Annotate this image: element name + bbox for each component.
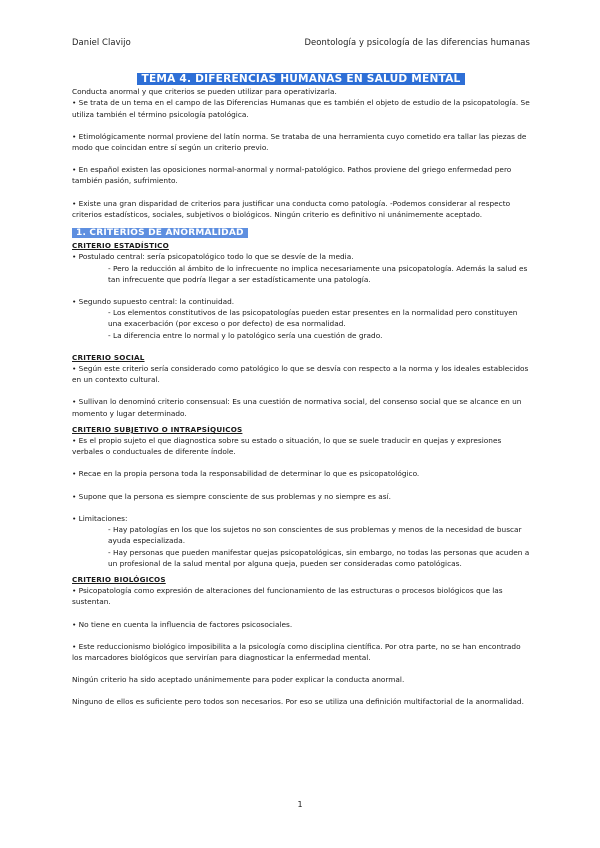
paragraph: - Hay patologías en los que los sujetos no son conscientes de sus problemas y menos de la necesidad de buscar ayuda especializada. — [108, 525, 522, 546]
paragraph: Ningún criterio ha sido aceptado unánimemente para poder explicar la conducta anormal. — [72, 675, 405, 685]
subheading-social: CRITERIO SOCIAL — [72, 352, 145, 362]
paragraph: • Psicopatología como expresión de alteraciones del funcionamiento de las estructuras o procesos biológicos que las sustentan. — [72, 586, 503, 607]
paragraph: • Supone que la persona es siempre consciente de sus problemas y no siempre es así. — [72, 491, 391, 501]
paragraph: • Sullivan lo denominó criterio consensual: Es una cuestión de normativa social, del consenso social que se alcance en un momento y lugar determinado. — [72, 397, 522, 418]
subheading-estadistico: CRITERIO ESTADÍSTICO — [72, 241, 169, 251]
section-heading: 1. CRITERIOS DE ANORMALIDAD — [72, 227, 530, 239]
paragraph: • Postulado central: sería psicopatológico todo lo que se desvíe de la media. — [72, 252, 354, 262]
paragraph: - Pero la reducción al ámbito de lo infrecuente no implica necesariamente una psicopatología. Además la salud es tan infrecuente que podría llegar a ser estadísticamente una patología. — [108, 263, 528, 284]
subheading-biologico: CRITERIO BIOLÓGICOS — [72, 574, 166, 584]
paragraph: • Es el propio sujeto el que diagnostica sobre su estado o situación, lo que se suele traducir en quejas y expresiones verbales o conductuales de diferente índole. — [72, 436, 502, 457]
intro-paragraph: Conducta anormal y que criterios se pueden utilizar para operativizarla. — [72, 87, 337, 97]
subheading-subjetivo: CRITERIO SUBJETIVO O INTRAPSÍQUICOS — [72, 424, 243, 434]
intro-paragraph: • Existe una gran disparidad de criterios para justificar una conducta como patología. -Podemos considerar al respecto criterios estadísticos, sociales, subjetivos o biológicos. Ningún criterio es definitivo ni unánimemente aceptado. — [72, 198, 511, 219]
paragraph: • Segundo supuesto central: la continuidad. — [72, 297, 235, 307]
page-number: 1 — [297, 800, 303, 809]
page-title: TEMA 4. DIFERENCIAS HUMANAS EN SALUD MENTAL — [72, 74, 530, 85]
intro-paragraph: • Etimológicamente normal proviene del latín norma. Se trataba de una herramienta cuyo cometido era tallar las piezas de modo que coincidan entre sí según un criterio previo. — [72, 131, 527, 153]
paragraph: • Limitaciones: — [72, 513, 128, 523]
header-course: Deontología y psicología de las diferencias humanas — [304, 37, 530, 47]
paragraph: - La diferencia entre lo normal y lo patológico sería una cuestión de grado. — [108, 330, 383, 340]
paragraph: • Recae en la propia persona toda la responsabilidad de determinar lo que es psicopatológico. — [72, 469, 420, 479]
paragraph: • Este reduccionismo biológico imposibilita a la psicología como disciplina científica. Por otra parte, no se han encontrado los marcadores biológicos que servirían para diagnosticar la enfermedad mental. — [72, 641, 521, 662]
intro-paragraph: • Se trata de un tema en el campo de las Diferencias Humanas que es también el objeto de estudio de la psicopatología. Se utiliza también el término psicología patológica. — [72, 98, 530, 119]
intro-paragraph: • En español existen las oposiciones normal-anormal y normal-patológico. Pathos proviene del griego enfermedad pero también pasión, sufrimiento. — [72, 165, 512, 186]
paragraph: - Los elementos constitutivos de las psicopatologías pueden estar presentes en la normalidad pero constituyen una exacerbación (por exceso o por defecto) de esa normalidad. — [108, 308, 518, 329]
paragraph: • No tiene en cuenta la influencia de factores psicosociales. — [72, 619, 293, 629]
header-author: Daniel Clavijo — [72, 37, 131, 47]
paragraph: • Según este criterio sería considerado como patológico lo que se desvía con respecto a la norma y los ideales establecidos en un contexto cultural. — [72, 364, 529, 385]
paragraph: - Hay personas que pueden manifestar quejas psicopatológicas, sin embargo, no todas las personas que acuden a un profesional de la salud mental por alguna queja, pueden ser consideradas como patológicas. — [108, 547, 530, 568]
paragraph: Ninguno de ellos es suficiente pero todos son necesarios. Por eso se utiliza una definición multifactorial de la anormalidad. — [72, 697, 524, 707]
document-body — [72, 74, 530, 708]
